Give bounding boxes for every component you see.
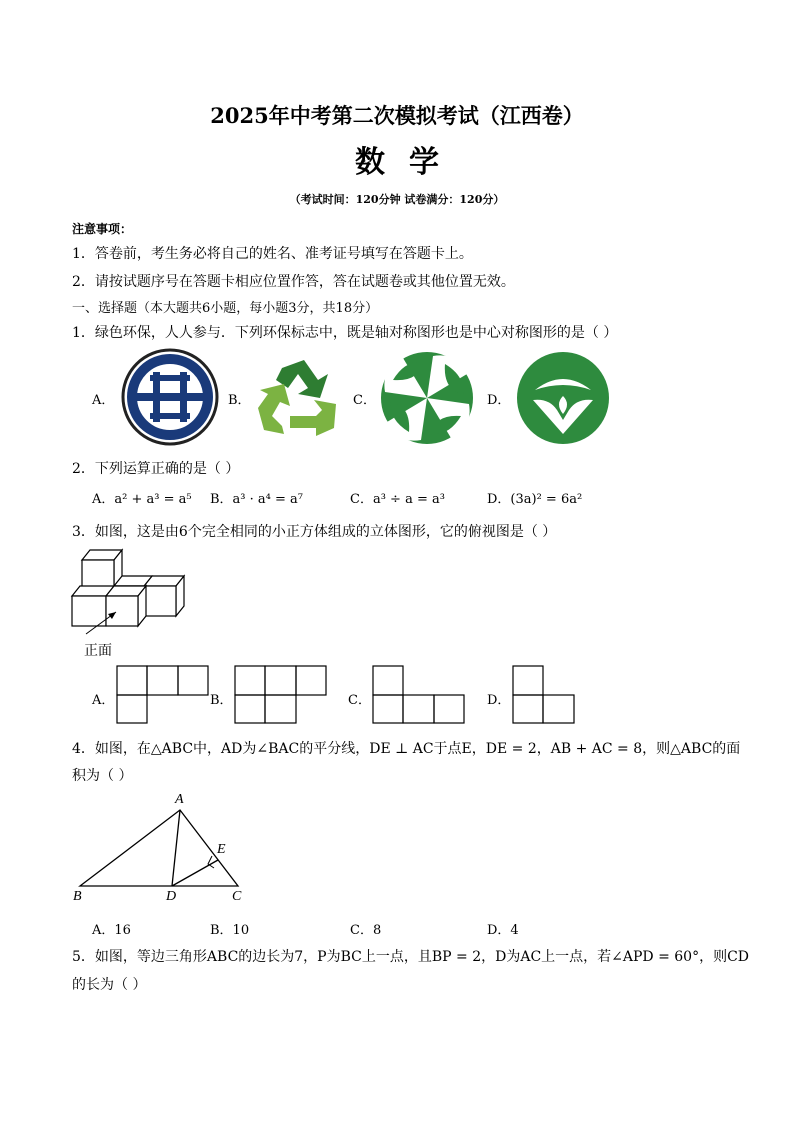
logo-d-image [515,350,611,446]
q3-label-d: D． [487,693,511,708]
question-3-text: 3．如图，这是由6个完全相同的小正方体组成的立体图形，它的俯视图是（ ） [72,524,557,540]
q3-option-b-view[interactable] [234,665,328,725]
exam-title: 2025年中考第二次模拟考试（江西卷） [210,103,584,128]
q2-option-a: A．a² + a³ = a⁵ [92,492,192,507]
question-4-text-line2: 积为（ ） [72,768,133,784]
question-5-text-line2: 的长为（ ） [72,977,147,993]
point-b-label: B [73,889,82,904]
q2-option-c: C．a³ ÷ a = a³ [350,492,445,507]
q3-label-c: C． [348,693,371,708]
q2-option-d: D．(3a)² = 6a² [487,492,583,507]
logo-c-image [379,350,475,446]
q4-option-b[interactable]: B．10 [210,923,250,938]
q1-label-c: C． [353,393,376,408]
q3-option-c-view[interactable] [372,665,466,725]
question-2-text: 2．下列运算正确的是（ ） [72,461,240,477]
q4-option-c[interactable]: C．8 [350,923,382,938]
q1-label-a: A． [92,393,115,408]
q4-option-a[interactable]: A．16 [92,923,131,938]
q1-label-b: B． [228,393,251,408]
cubes-figure [70,546,190,636]
question-4-text-line1: 4．如图，在△ABC中，AD为∠BAC的平分线，DE ⊥ AC于点E，DE = 2，AB + AC = 8，则△ABC的面 [72,741,741,757]
logo-a-image [120,348,220,448]
section-heading: 一、选择题（本大题共6小题，每小题3分，共18分） [72,301,379,316]
point-d-label: D [166,889,177,904]
question-5-text-line1: 5．如图，等边三角形ABC的边长为7，P为BC上一点，且BP = 2，D为AC上一点，若∠APD = 60°，则CD [72,949,750,965]
front-label: 正面 [84,643,112,659]
question-1-text: 1．绿色环保，人人参与．下列环保标志中，既是轴对称图形也是中心对称图形的是（ ） [72,325,618,341]
q2-option-b: B．a³ · a⁴ = a⁷ [210,492,303,507]
q3-label-a: A． [92,693,115,708]
notes-heading: 注意事项： [72,222,133,236]
q1-label-d: D． [487,393,511,408]
point-a-label: A [175,792,184,807]
note-item-2: 2．请按试题序号在答题卡相应位置作答，答在试题卷或其他位置无效。 [72,274,515,290]
q4-option-d[interactable]: D．4 [487,923,519,938]
point-c-label: C [232,889,242,904]
subject-title: 数学 [355,145,463,180]
q3-label-b: B． [210,693,233,708]
point-e-label: E [217,842,226,857]
logo-b-recycle-image [254,354,340,440]
note-item-1: 1．答卷前，考生务必将自己的姓名、准考证号填写在答题卡上。 [72,246,473,262]
q3-option-d-view[interactable] [512,665,576,725]
exam-info: （考试时间：120分钟 试卷满分：120分） [289,193,505,206]
q3-option-a-view[interactable] [116,665,210,725]
